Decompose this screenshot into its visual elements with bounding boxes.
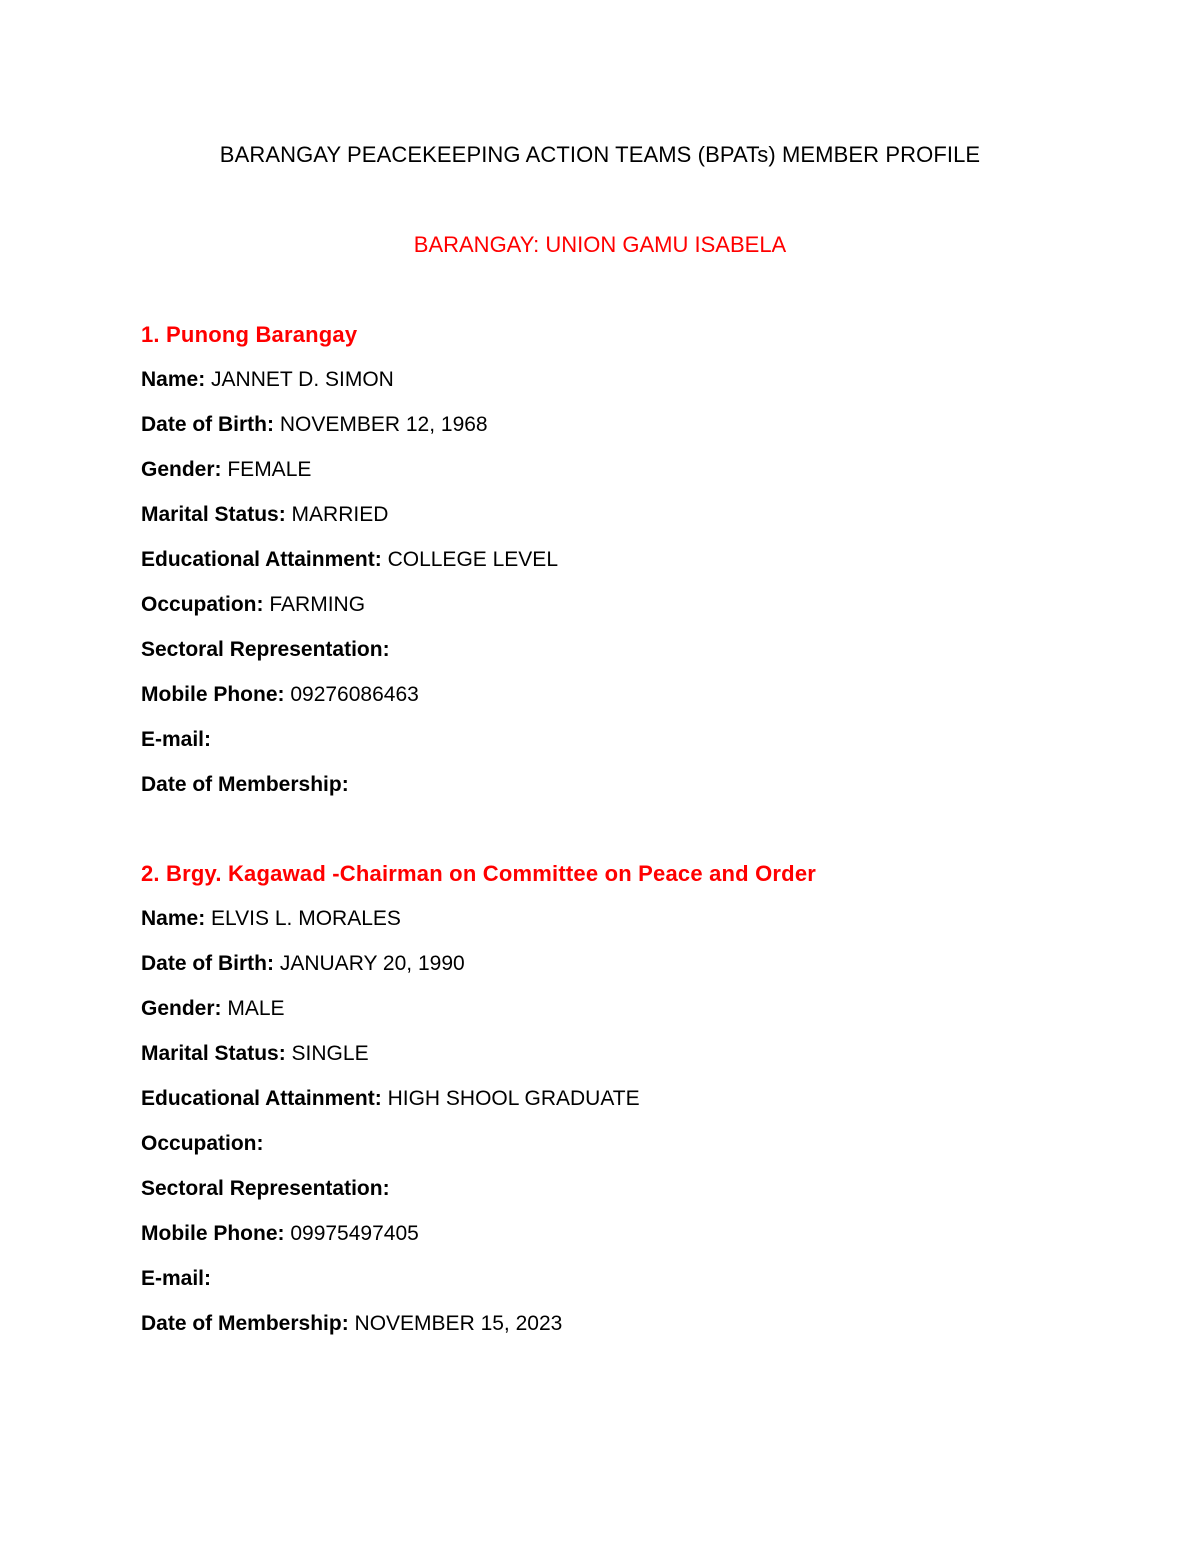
member-2-membership-date-value: NOVEMBER 15, 2023 xyxy=(354,1312,563,1335)
member-2-marital-status-value: SINGLE xyxy=(291,1042,369,1065)
member-1-education-value: COLLEGE LEVEL xyxy=(387,548,558,571)
document-title: BARANGAY PEACEKEEPING ACTION TEAMS (BPATs) MEMBER PROFILE xyxy=(219,142,981,167)
barangay-heading: BARANGAY: UNION GAMU ISABELA xyxy=(413,232,787,257)
member-2-heading: 2. Brgy. Kagawad -Chairman on Committee on Peace and Order xyxy=(141,861,817,886)
member-1-heading: 1. Punong Barangay xyxy=(141,322,358,347)
member-1-membership-date-field: Date of Membership: xyxy=(141,773,349,796)
member-1-sectoral-field: Sectoral Representation: xyxy=(141,638,390,661)
member-2-birthdate-value: JANUARY 20, 1990 xyxy=(279,952,465,975)
member-2-mobile-field: Mobile Phone: 09975497405 xyxy=(141,1222,419,1245)
member-1-occupation-value: FARMING xyxy=(269,593,366,616)
member-1-marital-status-field: Marital Status: MARRIED xyxy=(141,503,389,526)
member-1-name-field: Name: JANNET D. SIMON xyxy=(141,368,394,391)
member-1-gender-value: FEMALE xyxy=(227,458,312,481)
member-1-birthdate-value: NOVEMBER 12, 1968 xyxy=(279,413,488,436)
member-profile-1 xyxy=(141,321,1141,816)
member-2-occupation-field: Occupation: xyxy=(141,1132,264,1155)
member-2-marital-status-field: Marital Status: SINGLE xyxy=(141,1042,369,1065)
member-2-name-value: ELVIS L. MORALES xyxy=(211,907,401,930)
member-2-birthdate-field: Date of Birth: JANUARY 20, 1990 xyxy=(141,952,465,975)
member-1-mobile-value: 09276086463 xyxy=(290,683,419,706)
member-profile-2 xyxy=(141,860,1141,1355)
member-2-name-field: Name: ELVIS L. MORALES xyxy=(141,907,401,930)
member-2-membership-date-field: Date of Membership: NOVEMBER 15, 2023 xyxy=(141,1312,563,1335)
member-2-email-field: E-mail: xyxy=(141,1267,212,1290)
member-1-marital-status-value: MARRIED xyxy=(291,503,389,526)
member-1-occupation-field: Occupation: FARMING xyxy=(141,593,366,616)
member-2-education-value: HIGH SHOOL GRADUATE xyxy=(387,1087,640,1110)
member-2-mobile-value: 09975497405 xyxy=(290,1222,419,1245)
member-2-gender-value: MALE xyxy=(227,997,285,1020)
member-1-email-field: E-mail: xyxy=(141,728,212,751)
member-2-education-field: Educational Attainment: HIGH SHOOL GRADUATE xyxy=(141,1087,640,1110)
member-1-mobile-field: Mobile Phone: 09276086463 xyxy=(141,683,419,706)
member-1-education-field: Educational Attainment: COLLEGE LEVEL xyxy=(141,548,558,571)
member-1-birthdate-field: Date of Birth: NOVEMBER 12, 1968 xyxy=(141,413,488,436)
member-2-sectoral-field: Sectoral Representation: xyxy=(141,1177,390,1200)
member-1-name-value: JANNET D. SIMON xyxy=(211,368,394,391)
member-1-gender-field: Gender: FEMALE xyxy=(141,458,312,481)
member-2-gender-field: Gender: MALE xyxy=(141,997,285,1020)
